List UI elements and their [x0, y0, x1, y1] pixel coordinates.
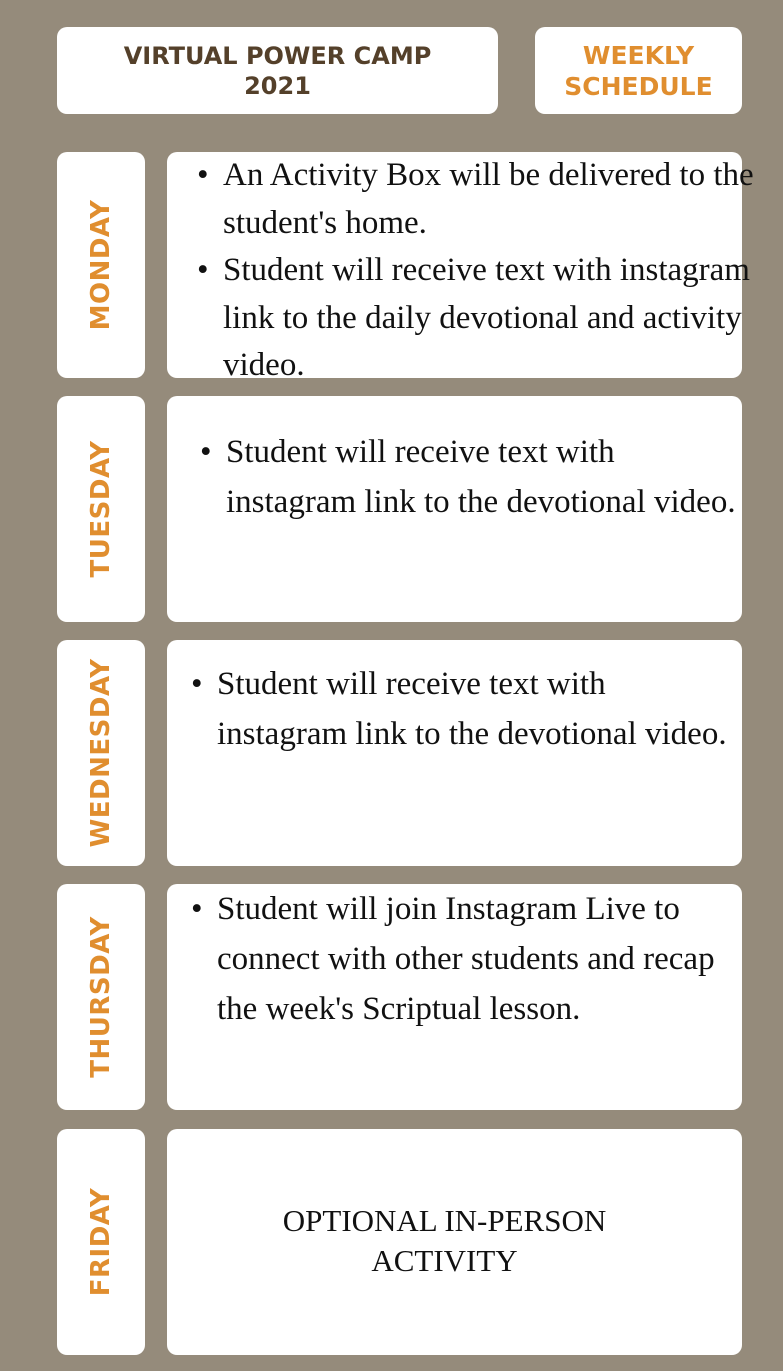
bullet-dot-icon: • [200, 434, 212, 470]
weekly-schedule-card [535, 27, 742, 114]
day-tab-monday [57, 152, 145, 378]
camp-year: 2021 [244, 71, 311, 100]
wednesday-list [191, 659, 729, 759]
day-label-friday: FRIDAY [86, 1187, 116, 1297]
monday-item-1: An Activity Box will be delivered to the student's home. [223, 157, 754, 241]
day-tab-wednesday [57, 640, 145, 866]
friday-text-line1: OPTIONAL IN-PERSON [282, 1203, 607, 1238]
tuesday-list [200, 427, 736, 527]
day-label-thursday: THURSDAY [86, 916, 116, 1078]
thursday-item-1: Student will join Instagram Live to connect with other students and recap the week's Scriptual lesson. [217, 891, 715, 1027]
day-content-monday [167, 152, 754, 383]
camp-title: VIRTUAL POWER CAMP [123, 41, 432, 70]
monday-list [197, 152, 763, 390]
bullet-dot-icon: • [197, 157, 209, 193]
day-label-wednesday: WEDNESDAY [86, 658, 116, 848]
tuesday-item-1: Student will receive text with instagram link to the devotional video. [226, 434, 736, 520]
bullet-dot-icon: • [191, 891, 203, 927]
friday-activity-text [147, 1201, 742, 1281]
day-content-tuesday [167, 396, 742, 622]
friday-text-line2: ACTIVITY [371, 1243, 518, 1278]
schedule-label-line1: WEEKLY [582, 40, 695, 70]
day-label-tuesday: TUESDAY [86, 440, 116, 578]
list-item [197, 247, 763, 390]
day-content-thursday [167, 884, 742, 1110]
bullet-dot-icon: • [197, 252, 209, 288]
day-tab-tuesday [57, 396, 145, 622]
day-tab-thursday [57, 884, 145, 1110]
list-item [197, 152, 763, 247]
bullet-dot-icon: • [191, 666, 203, 702]
day-tab-friday [57, 1129, 145, 1355]
wednesday-item-1: Student will receive text with instagram link to the devotional video. [217, 666, 727, 752]
monday-item-2: Student will receive text with instagram link to the daily devotional and activity video. [223, 252, 750, 383]
schedule-label-line2: SCHEDULE [564, 71, 713, 101]
camp-title-card [57, 27, 498, 114]
thursday-list [191, 884, 729, 1034]
list-item [191, 659, 729, 759]
day-label-monday: MONDAY [86, 199, 116, 331]
list-item [191, 884, 729, 1034]
day-content-friday [167, 1129, 742, 1355]
list-item [200, 427, 736, 527]
day-content-wednesday [167, 640, 742, 866]
